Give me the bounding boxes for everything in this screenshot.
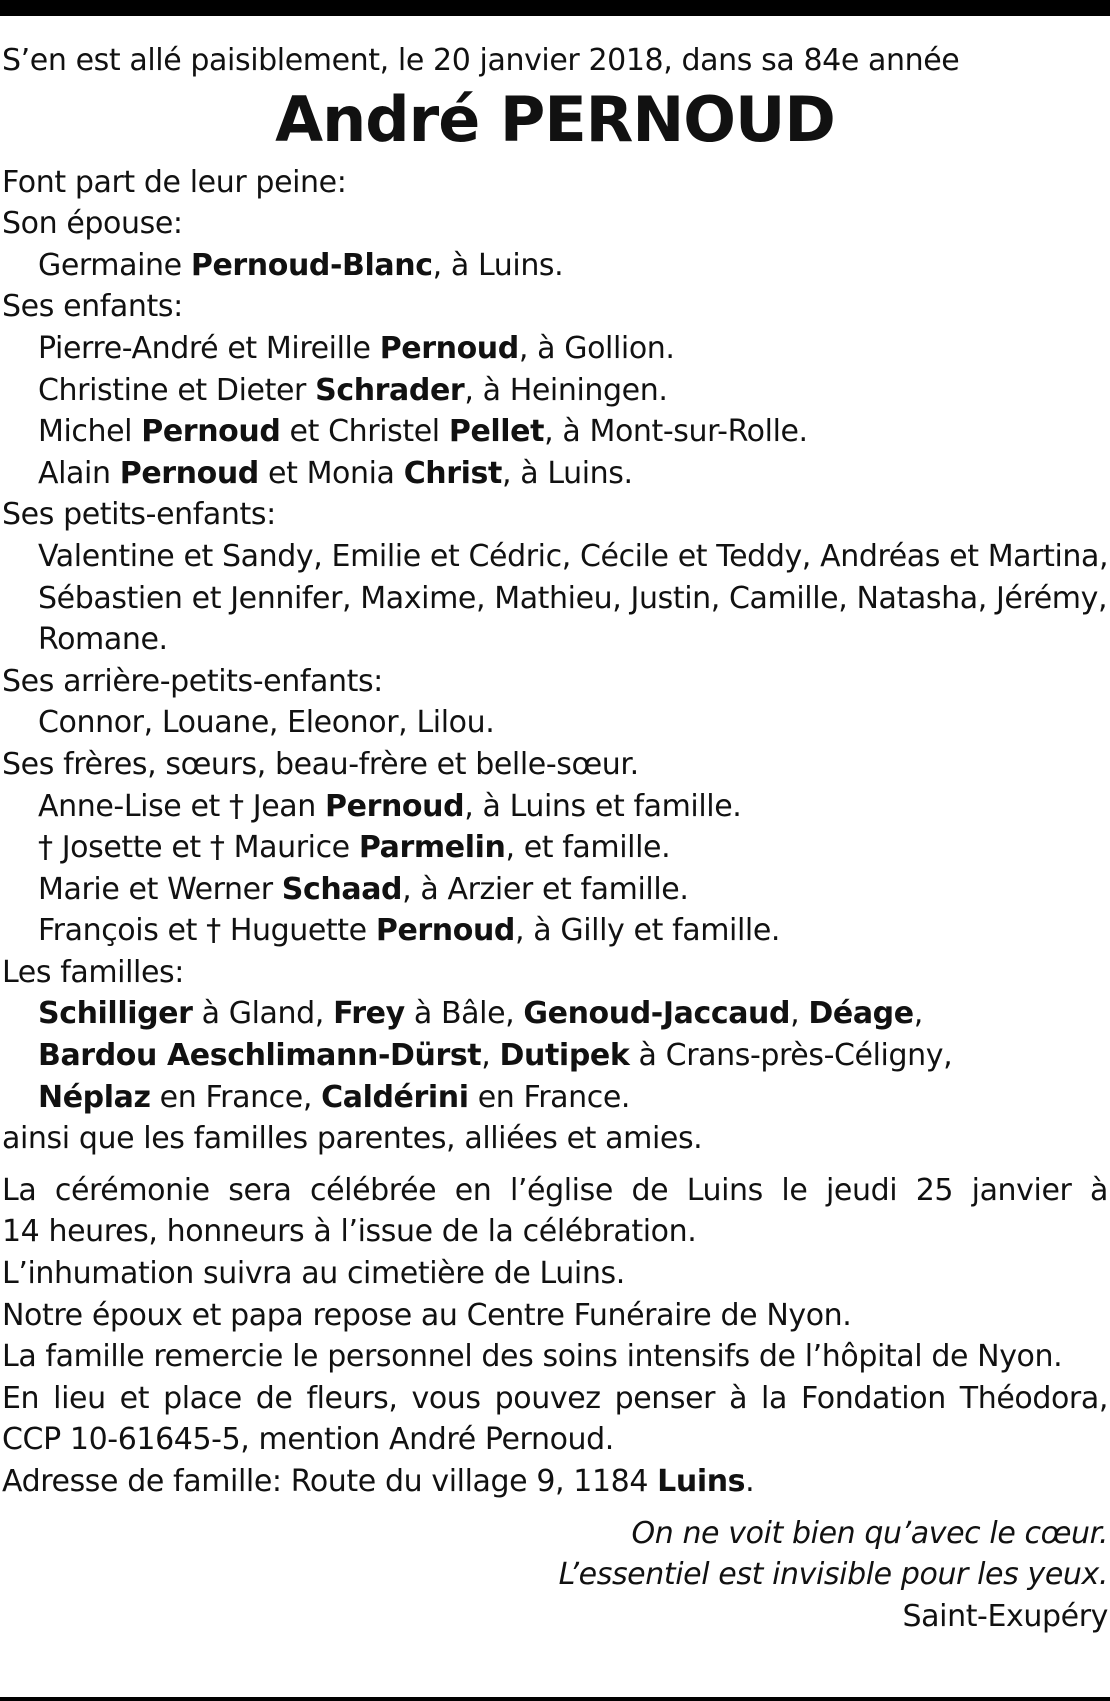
family-name: Schilliger [38,996,193,1032]
grandchildren-line: Valentine et Sandy, Emilie et Cédric, Cécile et Teddy, Andréas et Martina, [38,538,1109,574]
child-partner-surname: Christ [403,455,502,491]
family-name: Caldérini [321,1079,469,1115]
sibling-given: † Josette et † Maurice [38,830,359,866]
family-text: , [913,996,923,1032]
children-label: Ses enfants: [2,289,183,325]
deceased-name: André PERNOUD [275,82,835,156]
family-text: en France. [468,1079,631,1115]
address-end: . [745,1464,755,1499]
families-label: Les familles: [2,954,184,990]
siblings-label: Ses frères, sœurs, beau-frère et belle-sœur. [2,746,639,782]
grandchildren-label: Ses petits-enfants: [2,497,276,533]
quote-line-2: L’essentiel est invisible pour les yeux. [558,1557,1108,1593]
address-line [2,1461,1108,1503]
child-surname: Pernoud [119,455,259,491]
family-name: Déage [808,996,914,1032]
grandchildren-line: Sébastien et Jennifer, Maxime, Mathieu, Justin, Camille, Natasha, Jérémy, [38,580,1108,616]
sibling-line [2,869,1108,911]
spouse-surname: Pernoud-Blanc [190,247,433,283]
thanks-line: La famille remercie le personnel des soins intensifs de l’hôpital de Nyon. [2,1339,1063,1375]
child-line [2,411,1108,453]
sibling-place: , à Gilly et famille. [515,913,781,949]
family-text: , [790,996,809,1032]
flowers-line-1: En lieu et place de fleurs, vous pouvez penser à la Fondation Théodora, [2,1380,1108,1416]
child-partner: et Monia [258,455,404,491]
child-partner-surname: Pellet [448,414,545,450]
spouse-label: Son épouse: [2,206,183,242]
top-rule [0,0,1110,16]
child-given: Christine et Dieter [38,372,316,408]
lead-line: Font part de leur peine: [2,164,347,200]
quote-author: Saint-Exupéry [902,1598,1108,1634]
sibling-place: , à Arzier et famille. [402,871,689,907]
child-surname: Pernoud [141,414,281,450]
ceremony-line-1: La cérémonie sera célébrée en l’église de Luins le jeudi 25 janvier à [2,1172,1108,1208]
sibling-line [2,910,1108,952]
child-given: Pierre-André et Mireille [38,330,380,366]
spouse-line [2,245,1108,287]
child-place: , à Luins. [501,455,633,491]
burial-line: L’inhumation suivra au cimetière de Luins. [2,1256,625,1292]
family-text: en France, [150,1079,322,1115]
child-line [2,328,1108,370]
family-text: à Gland, [192,996,334,1032]
child-line [2,453,1108,495]
child-line [2,370,1108,412]
family-name: Bardou Aeschlimann-Dürst [38,1038,482,1074]
family-name: Néplaz [38,1079,151,1115]
sibling-given: François et † Huguette [38,913,376,949]
family-text: , [481,1038,500,1074]
bottom-rule [0,1697,1110,1701]
quote-line-1: On ne voit bien qu’avec le cœur. [631,1515,1108,1551]
great-grandchildren-line: Connor, Louane, Eleonor, Lilou. [38,705,495,741]
child-given: Alain [38,455,120,491]
sibling-surname: Pernoud [325,788,465,824]
child-place: , à Heiningen. [464,372,668,408]
address-town: Luins [657,1464,746,1499]
child-surname: Schrader [315,372,465,408]
families-line [2,1035,1108,1077]
section-gap [2,1503,1108,1513]
spouse-place: , à Luins. [432,247,564,283]
child-place: , à Mont-sur-Rolle. [544,414,808,450]
sibling-surname: Schaad [281,871,403,907]
rest-line: Notre époux et papa repose au Centre Funéraire de Nyon. [2,1297,852,1333]
child-partner: et Christel [280,414,449,450]
closing-line: ainsi que les familles parentes, alliées et amies. [2,1121,703,1157]
ceremony-line-2: 14 heures, honneurs à l’issue de la célébration. [2,1214,697,1250]
sibling-place: , et famille. [505,830,671,866]
obituary-text [2,40,1108,1637]
sibling-surname: Parmelin [358,830,506,866]
child-place: , à Gollion. [518,330,675,366]
sibling-surname: Pernoud [375,913,515,949]
families-line [2,993,1108,1035]
sibling-given: Marie et Werner [38,871,282,907]
sibling-line [2,827,1108,869]
family-text: à Crans-près-Céligny, [629,1038,953,1074]
sibling-place: , à Luins et famille. [464,788,742,824]
child-given: Michel [38,414,142,450]
section-gap [2,1160,1108,1170]
address-prefix: Adresse de famille: Route du village 9, 1184 [2,1464,658,1499]
flowers-line-2: CCP 10-61645-5, mention André Pernoud. [2,1422,614,1458]
spouse-first: Germaine [38,247,191,283]
family-name: Genoud-Jaccaud [523,996,791,1032]
child-surname: Pernoud [379,330,519,366]
sibling-line [2,786,1108,828]
family-name: Dutipek [499,1038,630,1074]
sibling-given: Anne-Lise et † Jean [38,788,326,824]
grandchildren-line: Romane. [38,622,168,658]
intro-line: S’en est allé paisiblement, le 20 janvier 2018, dans sa 84e année [2,43,960,78]
families-line [2,1077,1108,1119]
family-text: à Bâle, [404,996,524,1032]
family-name: Frey [333,996,405,1032]
great-grandchildren-label: Ses arrière-petits-enfants: [2,663,383,699]
